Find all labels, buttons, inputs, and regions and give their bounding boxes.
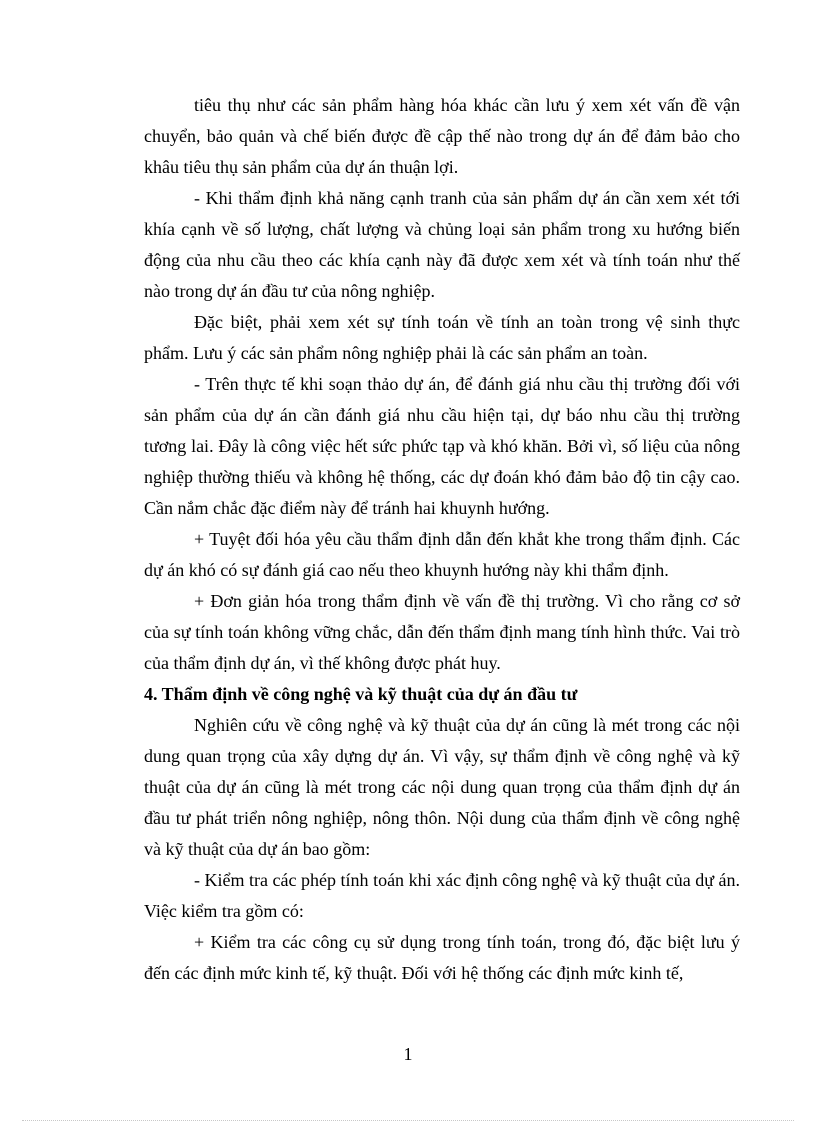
section-heading: 4. Thẩm định về công nghệ và kỹ thuật của dự án đầu tư — [144, 684, 578, 704]
paragraph-4: - Trên thực tế khi soạn thảo dự án, để đánh giá nhu cầu thị trường đối với sản phẩm của dự án cần đánh giá nhu cầu hiện tại, dự báo nhu cầu thị trường tương lai. Đây là công việc hết sức phức tạp và khó khăn. Bởi vì, số liệu của nông nghiệp thường thiếu và không hệ thống, các dự đoán khó đảm bảo độ tin cậy cao. Cần nắm chắc đặc điểm này để tránh hai khuynh hướng. — [144, 374, 740, 518]
paragraph-3: Đặc biệt, phải xem xét sự tính toán về tính an toàn trong vệ sinh thực phẩm. Lưu ý các sản phẩm nông nghiệp phải là các sản phẩm an toàn. — [144, 312, 740, 363]
document-body — [144, 90, 740, 989]
paragraph-5: + Tuyệt đối hóa yêu cầu thẩm định dẫn đến khắt khe trong thẩm định. Các dự án khó có sự đánh giá cao nếu theo khuynh hướng này khi thẩm định. — [144, 529, 740, 580]
paragraph-1: tiêu thụ như các sản phẩm hàng hóa khác cần lưu ý xem xét vấn đề vận chuyển, bảo quản và chế biến được đề cập thế nào trong dự án để đảm bảo cho khâu tiêu thụ sản phẩm của dự án thuận lợi. — [144, 95, 740, 177]
page-bottom-divider — [22, 1120, 794, 1121]
paragraph-9: + Kiểm tra các công cụ sử dụng trong tính toán, trong đó, đặc biệt lưu ý đến các định mức kinh tế, kỹ thuật. Đối với hệ thống các định mức kinh tế, — [144, 932, 740, 983]
paragraph-8: - Kiểm tra các phép tính toán khi xác định công nghệ và kỹ thuật của dự án. Việc kiểm tra gồm có: — [144, 870, 740, 921]
paragraph-6: + Đơn giản hóa trong thẩm định về vấn đề thị trường. Vì cho rằng cơ sở của sự tính toán không vững chắc, dẫn đến thẩm định mang tính hình thức. Vai trò của thẩm định dự án, vì thế không được phát huy. — [144, 591, 740, 673]
page-number: 1 — [403, 1044, 413, 1064]
paragraph-7: Nghiên cứu về công nghệ và kỹ thuật của dự án cũng là mét trong các nội dung quan trọng của xây dựng dự án. Vì vậy, sự thẩm định về công nghệ và kỹ thuật của dự án cũng là mét trong các nội dung quan trọng của thẩm định dự án đầu tư phát triển nông nghiệp, nông thôn. Nội dung của thẩm định về công nghệ và kỹ thuật của dự án bao gồm: — [144, 715, 740, 859]
paragraph-2: - Khi thẩm định khả năng cạnh tranh của sản phẩm dự án cần xem xét tới khía cạnh về số lượng, chất lượng và chủng loại sản phẩm trong xu hướng biến động của nhu cầu theo các khía cạnh này đã được xem xét và tính toán như thế nào trong dự án đầu tư của nông nghiệp. — [144, 188, 740, 301]
